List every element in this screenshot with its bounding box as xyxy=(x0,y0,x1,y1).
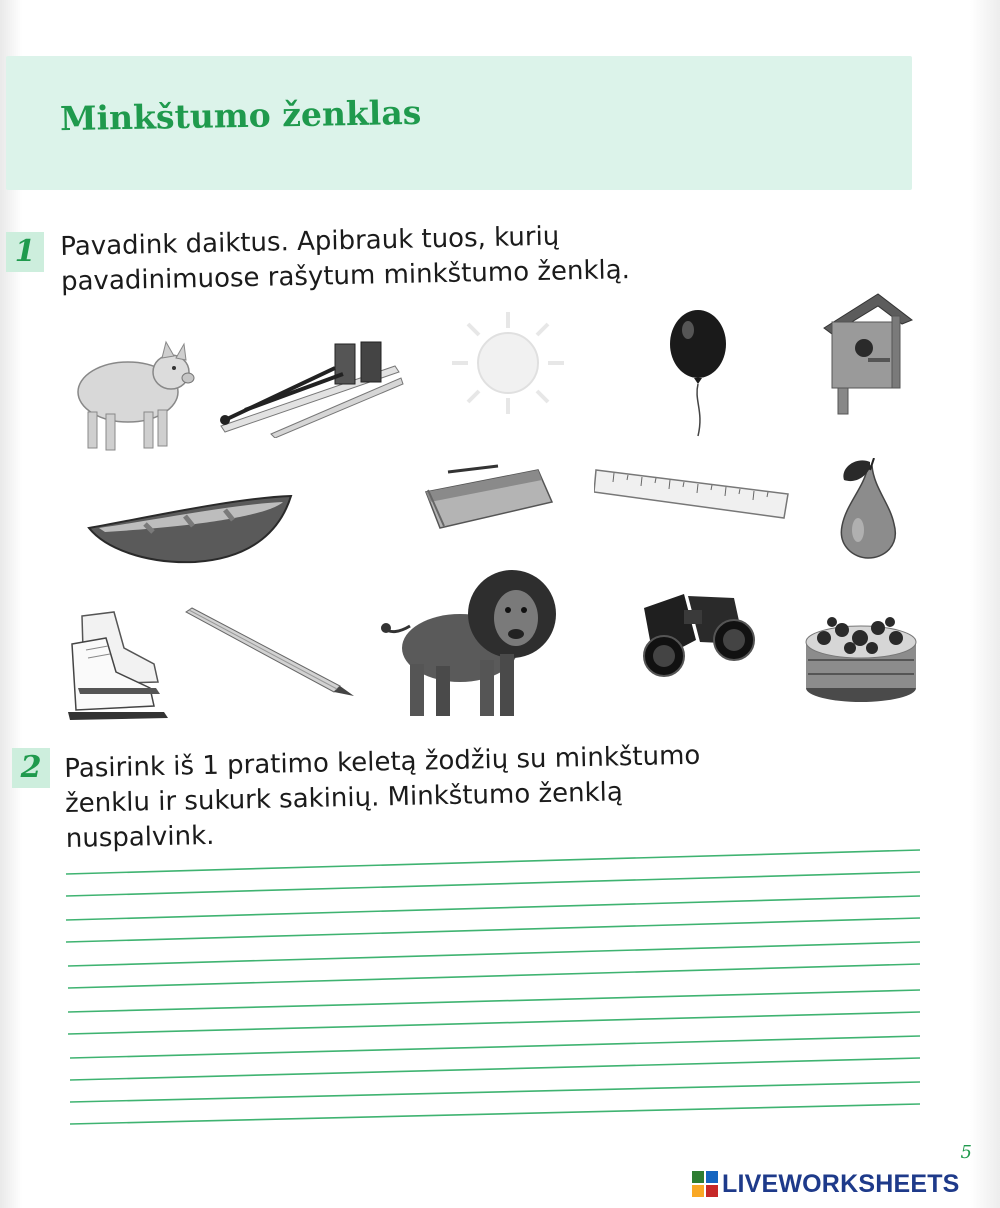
lion-picture[interactable] xyxy=(380,556,556,720)
page-number: 5 xyxy=(960,1142,972,1163)
pencil-case-picture[interactable] xyxy=(418,462,558,534)
birdhouse-picture[interactable] xyxy=(822,292,914,416)
task-2-number: 2 xyxy=(12,748,50,788)
writing-lines[interactable] xyxy=(60,840,940,1150)
liveworksheets-logo-icon xyxy=(692,1171,718,1197)
task-2-line-1: Pasirink iš 1 pratimo keletą žodžių su minkštumo xyxy=(64,740,701,784)
liveworksheets-logo-text: LIVEWORKSHEETS xyxy=(722,1169,960,1198)
task-2-line-3: nuspalvink. xyxy=(65,820,215,854)
task-1-line-1: Pavadink daiktus. Apibrauk tuos, kurių xyxy=(60,221,560,262)
pencil-picture[interactable] xyxy=(182,606,357,698)
binoculars-picture[interactable] xyxy=(624,588,760,678)
pig-picture[interactable] xyxy=(66,330,196,455)
task-1-instructions xyxy=(60,218,630,300)
balloon-picture[interactable] xyxy=(664,306,732,441)
ruler-picture[interactable] xyxy=(594,464,790,522)
pear-picture[interactable] xyxy=(832,458,904,560)
sun-picture[interactable] xyxy=(448,308,568,418)
page-title: Minkštumo ženklas xyxy=(59,92,422,139)
boat-picture[interactable] xyxy=(85,488,295,568)
liveworksheets-logo[interactable] xyxy=(692,1167,992,1201)
skates-picture[interactable] xyxy=(64,608,174,722)
skis-picture[interactable] xyxy=(215,338,405,438)
task-1-line-2: pavadinimuose rašytum minkštumo ženklą. xyxy=(60,255,631,297)
task-2-line-2: ženklu ir sukurk sakinių. Minkštumo ženklą xyxy=(64,777,624,819)
cake-picture[interactable] xyxy=(802,608,920,704)
task-1-number: 1 xyxy=(6,232,44,272)
